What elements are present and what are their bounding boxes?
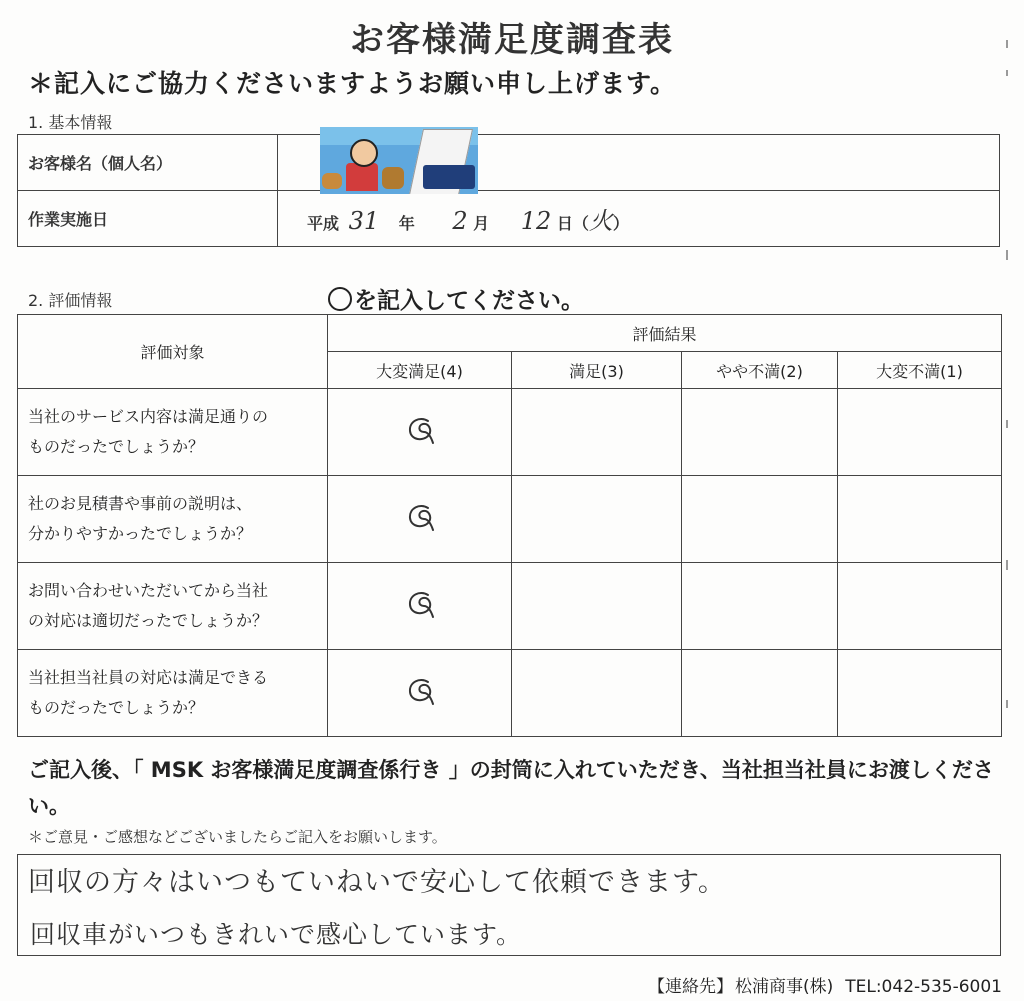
rating-header-1: 大変不満(1) xyxy=(838,352,1002,389)
subtitle: ＊記入にご協力くださいますようお願い申し上げます。 xyxy=(28,69,677,98)
contact-info xyxy=(648,972,1002,997)
q4-rating-2[interactable] xyxy=(682,650,838,737)
page-title: お客様満足度調査表 xyxy=(350,20,674,60)
q2-rating-3[interactable] xyxy=(512,476,682,563)
q1-rating-2[interactable] xyxy=(682,389,838,476)
weekday-value: 火 xyxy=(588,207,613,235)
work-date-field[interactable]: 平成 31 年 2 月 12 日（火） xyxy=(278,191,1000,247)
era-label: 平成 xyxy=(307,214,340,233)
company-mascot-sticker xyxy=(320,127,478,194)
table-row xyxy=(18,389,1002,476)
q1-rating-1[interactable] xyxy=(838,389,1002,476)
q1-rating-4[interactable] xyxy=(328,389,512,476)
comment-line-1: 回収の方々はいつもていねいで安心して依頼できます。 xyxy=(28,867,726,898)
contact-tel: TEL:042-535-6001 xyxy=(845,977,1002,997)
comment-note: ＊ご意見・ご感想などございましたらご記入をお願いします。 xyxy=(28,828,447,846)
return-instructions: ご記入後、「 MSK お客様満足度調査係行き 」の封筒に入れていただき、当社担当社員にお渡しください。 xyxy=(28,758,994,818)
q3-rating-3[interactable] xyxy=(512,563,682,650)
question-3: お問い合わせいただいてから当社 の対応は適切だったでしょうか？ xyxy=(18,563,328,650)
year-value: 31 xyxy=(348,207,380,235)
q4-rating-3[interactable] xyxy=(512,650,682,737)
q2-rating-1[interactable] xyxy=(838,476,1002,563)
contact-company: 松浦商事(株) xyxy=(734,977,834,997)
q2-rating-4[interactable] xyxy=(328,476,512,563)
rating-header-3: 満足(3) xyxy=(512,352,682,389)
work-date-label: 作業実施日 xyxy=(18,191,278,247)
q3-rating-1[interactable] xyxy=(838,563,1002,650)
contact-label: 【連絡先】 xyxy=(647,977,733,997)
circle-icon xyxy=(328,287,352,311)
circle-mark-icon xyxy=(403,587,437,621)
evaluation-table xyxy=(17,314,1002,737)
circle-mark-icon xyxy=(403,500,437,534)
month-unit: 月 xyxy=(473,214,490,233)
table-row xyxy=(18,476,1002,563)
q3-rating-4[interactable] xyxy=(328,563,512,650)
day-unit: 日 xyxy=(556,214,573,233)
question-4: 当社担当社員の対応は満足できる ものだったでしょうか？ xyxy=(18,650,328,737)
comment-line-2: 回収車がいつもきれいで感心しています。 xyxy=(30,920,523,949)
month-value: 2 xyxy=(452,207,468,235)
q1-rating-3[interactable] xyxy=(512,389,682,476)
circle-mark-icon xyxy=(403,674,437,708)
instruction-text: を記入してください。 xyxy=(328,282,584,315)
question-1: 当社のサービス内容は満足通りの ものだったでしょうか？ xyxy=(18,389,328,476)
q3-rating-2[interactable] xyxy=(682,563,838,650)
q4-rating-4[interactable] xyxy=(328,650,512,737)
rating-header-4: 大変満足(4) xyxy=(328,352,512,389)
rating-header-2: やや不満(2) xyxy=(682,352,838,389)
q4-rating-1[interactable] xyxy=(838,650,1002,737)
col-result-header: 評価結果 xyxy=(328,315,1002,352)
q2-rating-2[interactable] xyxy=(682,476,838,563)
day-value: 12 xyxy=(520,207,552,235)
table-row xyxy=(18,650,1002,737)
basic-info-table xyxy=(17,134,1000,247)
question-2: 社のお見積書や事前の説明は、 分かりやすかったでしょうか？ xyxy=(18,476,328,563)
col-target-header: 評価対象 xyxy=(18,315,328,389)
circle-mark-icon xyxy=(403,413,437,447)
customer-name-label: お客様名（個人名） xyxy=(18,135,278,191)
year-unit: 年 xyxy=(398,214,415,233)
section1-heading: 1. 基本情報 xyxy=(28,113,113,132)
section2-heading: 2. 評価情報 xyxy=(28,291,113,310)
table-row xyxy=(18,563,1002,650)
